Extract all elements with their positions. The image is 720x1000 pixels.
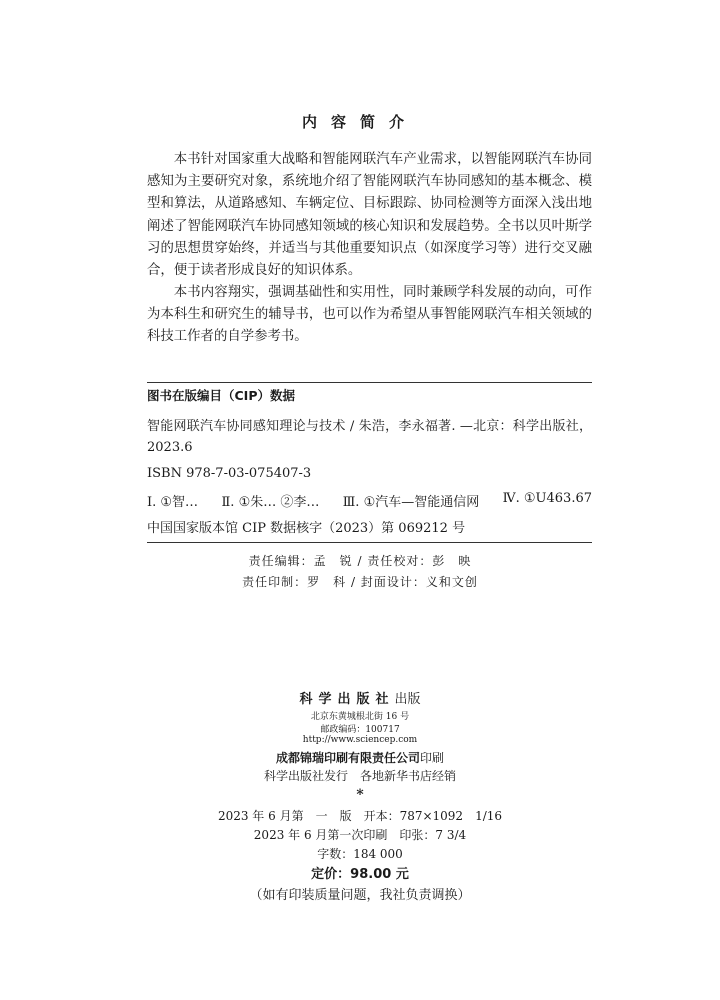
printer-line (0, 747, 720, 766)
edition-line: 2023 年 6 月第 一 版 开本：787×1092 1/16 (217, 809, 503, 823)
word-count-line: 字数：184 000 (317, 847, 403, 861)
intro-paragraph-2: 本书内容翔实，强调基础性和实用性，同时兼顾学科发展的动向，可作为本科生和研究生的辅导书，也可以作为希望从事智能网联汽车相关领域的科技工作者的自学参考书。 (147, 285, 592, 345)
cip-book-line: 智能网联汽车协同感知理论与技术 / 朱浩，李永福著. —北京：科学出版社，2023.6 (147, 419, 592, 455)
cip-record: 中国国家版本馆 CIP 数据核字（2023）第 069212 号 (147, 521, 466, 536)
cip-class-4: Ⅳ. ①U463.67 (502, 491, 592, 506)
cip-class-3: Ⅲ. ①汽车—智能通信网 (342, 495, 480, 510)
page-title: 内容简介 (301, 113, 418, 131)
printer-suffix: 印刷 (420, 751, 445, 765)
price-line: 定价：98.00 元 (311, 867, 409, 882)
publisher-suffix: 出版 (394, 692, 421, 707)
printing-line: 2023 年 6 月第一次印刷 印张：7 3/4 (253, 828, 467, 842)
quality-notice: （如有印装质量问题，我社负责调换） (249, 888, 471, 903)
publisher-address: 北京东黄城根北街 16 号 (310, 712, 410, 722)
separator-star: * (356, 787, 364, 803)
publisher-url: http://www.sciencep.com (302, 735, 418, 745)
publisher-line (0, 688, 720, 707)
cip-class-1: Ⅰ. ①智… (147, 495, 199, 510)
cip-classification (147, 491, 592, 510)
editors-line-2: 责任印制：罗 科 / 封面设计：义和文创 (242, 575, 478, 589)
cip-isbn: ISBN 978-7-03-075407-3 (147, 466, 312, 481)
editors-line-1: 责任编辑：孟 锐 / 责任校对：彭 映 (248, 554, 472, 568)
publisher-name: 科学出版社 (299, 692, 395, 707)
distribution-line: 科学出版社发行 各地新华书店经销 (263, 769, 456, 783)
cip-class-2: Ⅱ. ①朱… ②李… (221, 495, 320, 510)
printer-name: 成都锦瑞印刷有限责任公司 (275, 751, 420, 765)
cip-bottom-rule (147, 542, 592, 543)
cip-heading: 图书在版编目（CIP）数据 (147, 388, 295, 403)
cip-top-rule (147, 382, 592, 383)
publisher-postcode: 邮政编码：100717 (320, 725, 400, 735)
intro-paragraph-1: 本书针对国家重大战略和智能网联汽车产业需求，以智能网联汽车协同感知为主要研究对象，系统地介绍了智能网联汽车协同感知的基本概念、模型和算法，从道路感知、车辆定位、目标跟踪、协同检测等方面深入浅出地阐述了智能网联汽车协同感知领域的核心知识和发展趋势。全书以贝叶斯学习的思想贯穿始终，并适当与其他重要知识点（如深度学习等）进行交叉融合，便于读者形成良好的知识体系。 (147, 152, 592, 279)
